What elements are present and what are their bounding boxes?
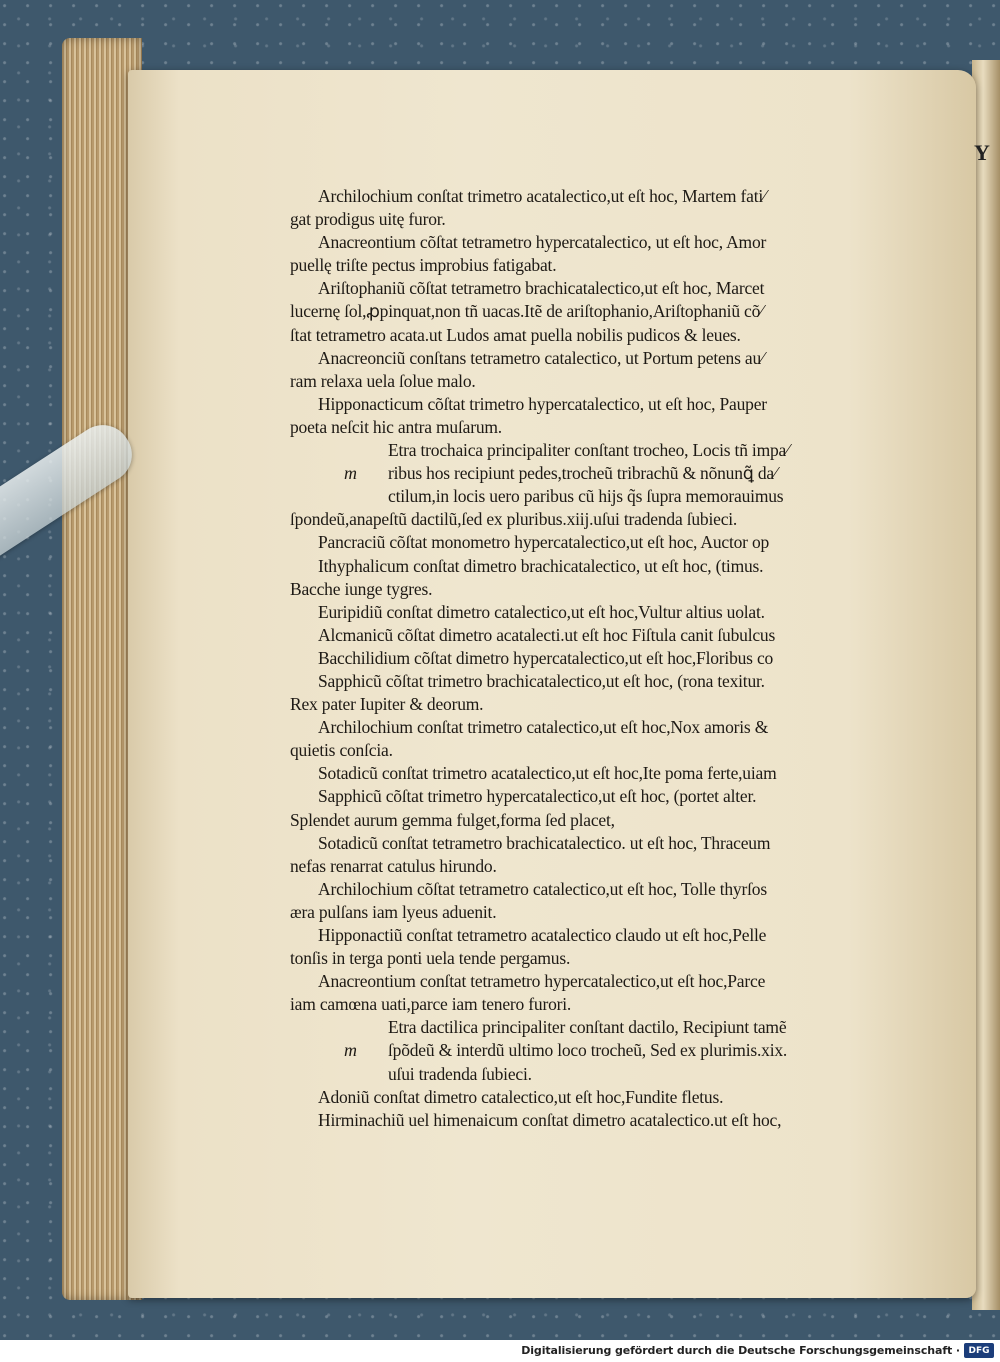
- text-line: [290, 716, 900, 739]
- line-text: æra pulſans iam lyeus aduenit.: [290, 901, 497, 922]
- text-line: [290, 647, 900, 670]
- line-text: Ariſtophaniũ cõſtat tetrametro brachicatalectico,ut eſt hoc, Marcet: [318, 278, 765, 299]
- text-line: [290, 1063, 900, 1086]
- facing-page-edge: [972, 60, 1000, 1310]
- text-line: [290, 693, 900, 716]
- text-line: [290, 993, 900, 1016]
- line-text: ctilum,in locis uero paribus cũ hijs q̃s ſupra memorauimus: [388, 486, 784, 507]
- text-line: [290, 901, 900, 924]
- text-line: [290, 462, 900, 485]
- text-line: [290, 855, 900, 878]
- text-line: [290, 300, 900, 323]
- text-line: [290, 785, 900, 808]
- text-line: [290, 1039, 900, 1062]
- text-line: [290, 208, 900, 231]
- line-text: Hipponacticum cõſtat trimetro hypercatalectico, ut eſt hoc, Pauper: [318, 393, 767, 414]
- line-text: Archilochium conſtat trimetro catalectico,ut eſt hoc,Nox amoris &: [318, 717, 769, 738]
- line-text: puellę triſte pectus improbius fatigabat.: [290, 255, 557, 276]
- line-text: lucernę ſol,ꝓpinquat,non tñ uacas.Itẽ de ariſtophanio,Ariſtophaniũ cõ⁄: [290, 301, 763, 322]
- text-line: [290, 670, 900, 693]
- line-text: Ithyphalicum conſtat dimetro brachicatalectico, ut eſt hoc, (timus.: [318, 555, 764, 576]
- text-line: [290, 277, 900, 300]
- line-text: Alcmanicũ cõſtat dimetro acatalecti.ut eſt hoc Fiſtula canit ſubulcus: [318, 624, 776, 645]
- line-text: Splendet aurum gemma fulget,forma ſed placet,: [290, 809, 615, 830]
- line-text: Anacreontium cõſtat tetrametro hypercatalectico, ut eſt hoc, Amor: [318, 232, 767, 253]
- text-line: [290, 347, 900, 370]
- line-text: Sapphicũ cõſtat trimetro brachicatalectico,ut eſt hoc, (rona texitur.: [318, 670, 765, 691]
- line-text: Pancraciũ cõſtat monometro hypercatalectico,ut eſt hoc, Auctor op: [318, 532, 770, 553]
- line-text: Archilochium conſtat trimetro acatalectico,ut eſt hoc, Martem fati⁄: [318, 186, 766, 206]
- text-line: [290, 878, 900, 901]
- text-line: [290, 324, 900, 347]
- line-text: ſtat tetrametro acata.ut Ludos amat puella nobilis pudicos & leues.: [290, 324, 741, 345]
- line-text: Anacreonciũ conſtans tetrametro catalectico, ut Portum petens au⁄: [318, 347, 764, 368]
- line-text: Hirminachiũ uel himenaicum conſtat dimetro acatalectico.ut eſt hoc,: [318, 1109, 782, 1130]
- line-text: tonſis in terga ponti uela tende pergamus.: [290, 948, 571, 969]
- line-text: Bacche iunge tygres.: [290, 578, 433, 599]
- text-line: [290, 832, 900, 855]
- text-line: [290, 508, 900, 531]
- initial-guide-letter: m: [344, 463, 357, 484]
- text-line: [290, 809, 900, 832]
- line-text: ribus hos recipiunt pedes,trocheũ tribrachũ & nõnunꝗ̃ da⁄: [388, 463, 777, 484]
- line-text: Archilochium cõſtat tetrametro catalectico,ut eſt hoc, Tolle thyrſos: [318, 878, 767, 899]
- line-text: ſpondeũ,anapeſtũ dactilũ,ſed ex pluribus.xiij.uſui tradenda ſubieci.: [290, 509, 738, 530]
- text-line: [290, 254, 900, 277]
- text-line: [290, 531, 900, 554]
- line-text: Hipponactiũ conſtat tetrametro acatalectico claudo ut eſt hoc,Pelle: [318, 925, 767, 945]
- line-text: Euripidiũ conſtat dimetro catalectico,ut eſt hoc,Vultur altius uolat.: [318, 601, 765, 622]
- line-text: Sotadicũ conſtat tetrametro brachicatalectico. ut eſt hoc, Thraceum: [318, 832, 771, 853]
- funding-credit: Digitalisierung gefördert durch die Deutsche Forschungsgemeinschaft ·: [521, 1344, 960, 1357]
- text-line: [290, 416, 900, 439]
- dfg-logo: DFG: [964, 1343, 994, 1358]
- line-text: ſpõdeũ & interdũ ultimo loco trocheũ, Sed ex plurimis.xix.: [388, 1040, 788, 1061]
- facing-page-fragment: Y: [974, 140, 990, 165]
- text-line: [290, 1016, 900, 1039]
- line-text: poeta neſcit hic antra muſarum.: [290, 416, 502, 437]
- text-line: [290, 185, 900, 208]
- text-line: [290, 970, 900, 993]
- line-text: iam camœna uati,parce iam tenero furori.: [290, 994, 572, 1015]
- text-line: [290, 439, 900, 462]
- line-text: ram relaxa uela ſolue malo.: [290, 370, 476, 391]
- text-line: [290, 924, 900, 947]
- text-line: [290, 393, 900, 416]
- text-line: [290, 739, 900, 762]
- line-text: uſui tradenda ſubieci.: [388, 1063, 532, 1084]
- line-text: Bacchilidium cõſtat dimetro hypercatalectico,ut eſt hoc,Floribus co: [318, 647, 774, 668]
- page-text: [290, 185, 900, 1132]
- text-line: [290, 370, 900, 393]
- line-text: Rex pater Iupiter & deorum.: [290, 694, 484, 715]
- text-line: [290, 1109, 900, 1132]
- text-line: [290, 624, 900, 647]
- text-line: [290, 1086, 900, 1109]
- line-text: nefas renarrat catulus hirundo.: [290, 855, 497, 876]
- line-text: Sotadicũ conſtat trimetro acatalectico,ut eſt hoc,Ite poma ferte,uiam: [318, 763, 777, 784]
- footer-bar: [0, 1340, 1000, 1362]
- text-line: [290, 231, 900, 254]
- text-line: [290, 485, 900, 508]
- text-line: [290, 601, 900, 624]
- line-text: gat prodigus uitę furor.: [290, 209, 446, 230]
- line-text: Etra trochaica principaliter conſtant trocheo, Locis tñ impa⁄: [388, 440, 789, 461]
- line-text: quietis conſcia.: [290, 740, 393, 761]
- line-text: Sapphicũ cõſtat trimetro hypercatalectico,ut eſt hoc, (portet alter.: [318, 786, 757, 807]
- line-text: Etra dactilica principaliter conſtant dactilo, Recipiunt tamẽ: [388, 1017, 787, 1038]
- text-line: [290, 762, 900, 785]
- line-text: Adoniũ conſtat dimetro catalectico,ut eſt hoc,Fundite fletus.: [318, 1086, 724, 1107]
- text-line: [290, 555, 900, 578]
- line-text: Anacreontium conſtat tetrametro hypercatalectico,ut eſt hoc,Parce: [318, 971, 766, 992]
- text-line: [290, 578, 900, 601]
- initial-guide-letter: m: [344, 1040, 357, 1061]
- text-line: [290, 947, 900, 970]
